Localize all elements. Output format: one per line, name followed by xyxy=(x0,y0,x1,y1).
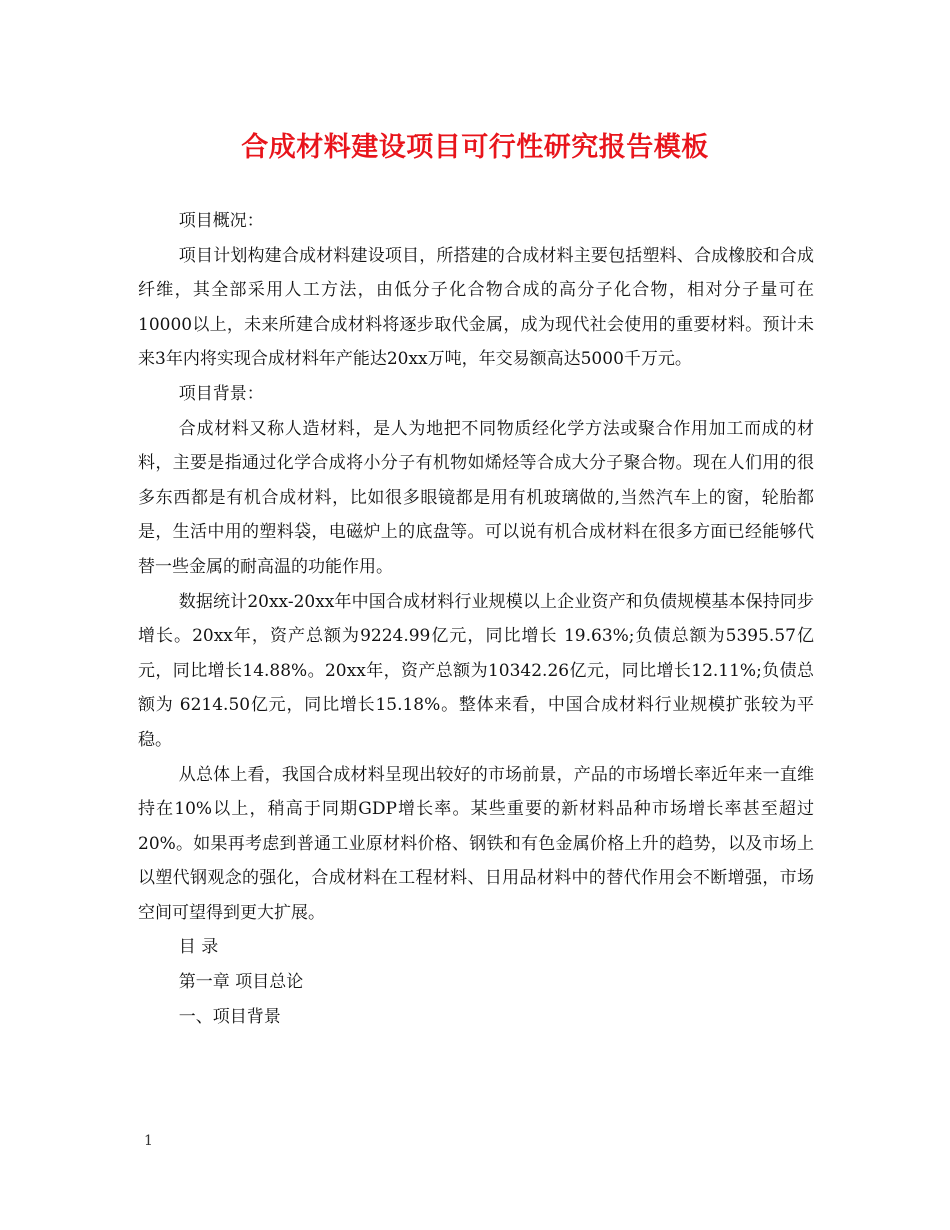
document-title: 合成材料建设项目可行性研究报告模板 xyxy=(241,132,709,163)
toc-heading: 目 录 xyxy=(178,937,219,958)
paragraph-overview: 项目计划构建合成材料建设项目，所搭建的合成材料主要包括塑料、合成橡胶和合成纤维，其全部采用人工方法，由低分子化合物合成的高分子化合物，相对分子量可在10000以上，未来所建合成材料将逐步取代金属，成为现代社会使用的重要材料。预计未来3年内将实现合成材料年产能达20xx万吨，年交易额高达5000千万元。 xyxy=(138,245,814,370)
toc-chapter-1: 第一章 项目总论 xyxy=(178,972,304,993)
page-number: 1 xyxy=(144,1133,153,1149)
section-label-overview: 项目概况： xyxy=(178,211,264,231)
paragraph-market-outlook: 从总体上看，我国合成材料呈现出较好的市场前景，产品的市场增长率近年来一直维持在10%以上，稍高于同期GDP增长率。某些重要的新材料品种市场增长率甚至超过20%。如果再考虑到普通工业原材料价格、钢铁和有色金属价格上升的趋势，以及市场上以塑代钢观念的强化，合成材料在工程材料、日用品材料中的替代作用会不断增强，市场空间可望得到更大扩展。 xyxy=(138,764,814,923)
paragraph-statistics: 数据统计20xx-20xx年中国合成材料行业规模以上企业资产和负债规模基本保持同步增长。20xx年，资产总额为9224.99亿元，同比增长 19.63%;负债总额为5395.57亿元，同比增长14.88%。20xx年，资产总额为10342.26亿元，同比增长12.11%;负债总额为 6214.50亿元，同比增长15.18%。整体来看，中国合成材料行业规模扩张较为平稳。 xyxy=(138,591,814,750)
toc-section-1: 一、项目背景 xyxy=(178,1006,281,1027)
document-body xyxy=(138,204,814,1034)
section-label-background: 项目背景： xyxy=(178,383,264,404)
paragraph-background: 合成材料又称人造材料，是人为地把不同物质经化学方法或聚合作用加工而成的材料，主要是指通过化学合成将小分子有机物如烯烃等合成大分子聚合物。现在人们用的很多东西都是有机合成材料，比如很多眼镜都是用有机玻璃做的,当然汽车上的窗，轮胎都是，生活中用的塑料袋，电磁炉上的底盘等。可以说有机合成材料在很多方面已经能够代替一些金属的耐高温的功能作用。 xyxy=(138,418,814,577)
